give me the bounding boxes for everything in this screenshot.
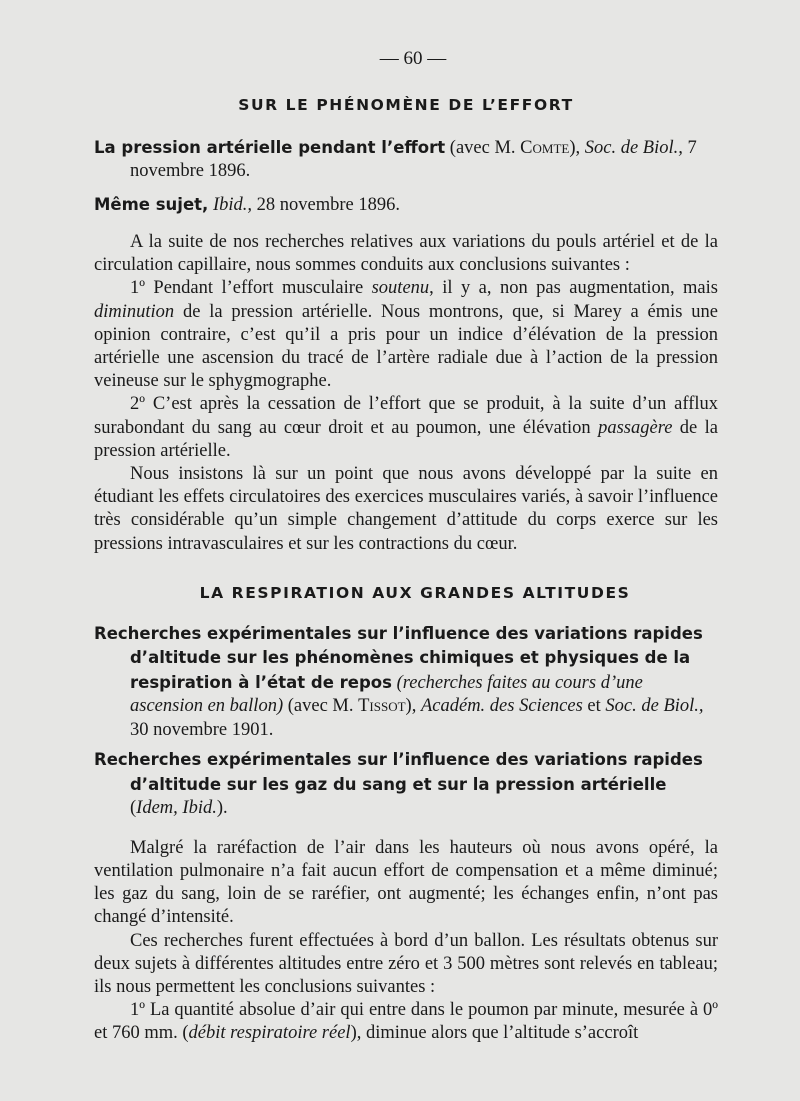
paragraph: 1º Pendant l’effort musculaire soutenu, il y a, non pas augmentation, mais diminution de la pression artérielle. Nous montrons, que, si Marey a émis une opinion contraire, c’est qu’il a pris pour un indice d’élévation de la pression artérielle une ascension du tracé de l’artère radiale due à l’action de la pression veineuse sur le sphygmographe. bbox=[94, 278, 718, 392]
section-heading-effort: SUR LE PHÉNOMÈNE DE L’EFFORT bbox=[238, 96, 574, 114]
paragraph: A la suite de nos recherches relatives aux variations du pouls artériel et de la circulation capillaire, nous sommes conduits aux conclusions suivantes : bbox=[94, 232, 718, 276]
reference-title: Même sujet, bbox=[94, 195, 209, 214]
reference-entry: La pression artérielle pendant l’effort (avec M. Comte), Soc. de Biol., 7 novembre 1896. bbox=[94, 138, 697, 181]
section-heading-altitudes: LA RESPIRATION AUX GRANDES ALTITUDES bbox=[199, 583, 631, 602]
reference-entry: Même sujet, Ibid., 28 novembre 1896. bbox=[94, 195, 400, 215]
paragraph: Ces recherches furent effectuées à bord d’un ballon. Les résultats obtenus sur deux sujets à différentes altitudes entre zéro et 3 500 mètres sont relevés en tableau; ils nous permettent les conclusions suivantes : bbox=[94, 930, 718, 998]
journal-name: Académ. des Sciences bbox=[420, 696, 583, 717]
reference-title: Recherches expérimentales sur l’influence des variations rapides d’altitude sur les phénomènes chimiques et physiques de la respiration à l’état de repos bbox=[94, 623, 703, 692]
journal-name: Soc. de Biol., bbox=[605, 696, 704, 717]
reference-entry: Recherches expérimentales sur l’influence des variations rapides d’altitude sur les gaz du sang et sur la pression artérielle (Idem, Ibid.). bbox=[94, 750, 703, 819]
paragraph: Malgré la raréfaction de l’air dans les hauteurs où nous avons opéré, la ventilation pulmonaire n’a fait aucun effort de compensation et a même diminué; les gaz du sang, loin de se raréfier, ont augmenté; les échanges enfin, n’ont pas changé d’intensité. bbox=[94, 837, 718, 928]
paragraph: Nous insistons là sur un point que nous avons développé par la suite en étudiant les effets circulatoires des exercices musculaires variés, à savoir l’influence très considérable qu’un simple changement d’attitude du corps exerce sur les pressions intravasculaires et sur les contractions du cœur. bbox=[94, 464, 718, 554]
author-name: Comte bbox=[520, 138, 570, 158]
paragraph: 2º C’est après la cessation de l’effort que se produit, à la suite d’un afflux surabondant du sang au cœur droit et au poumon, une élévation passagère de la pression artérielle. bbox=[94, 394, 719, 461]
reference-title: La pression artérielle pendant l’effort bbox=[94, 138, 446, 157]
paragraph: 1º La quantité absolue d’air qui entre dans le poumon par minute, mesurée à 0º et 760 mm. (débit respiratoire réel), diminue alors que l’altitude s’accroît bbox=[94, 1000, 718, 1044]
reference-title: Recherches expérimentales sur l’influence des variations rapides d’altitude sur les gaz du sang et sur la pression artérielle bbox=[94, 750, 703, 794]
journal-name: Soc. de Biol., bbox=[584, 138, 683, 158]
reference-entry: Recherches expérimentales sur l’influence des variations rapides d’altitude sur les phénomènes chimiques et physiques de la respiration à l’état de repos (recherches faites au cours d’une ascension en ballon) (avec M. Tissot), Académ. des Sciences et Soc. de Biol., 30 novembre 1901. bbox=[94, 623, 704, 740]
page-number: — 60 — bbox=[379, 48, 447, 69]
author-name: Tissot bbox=[358, 696, 406, 717]
